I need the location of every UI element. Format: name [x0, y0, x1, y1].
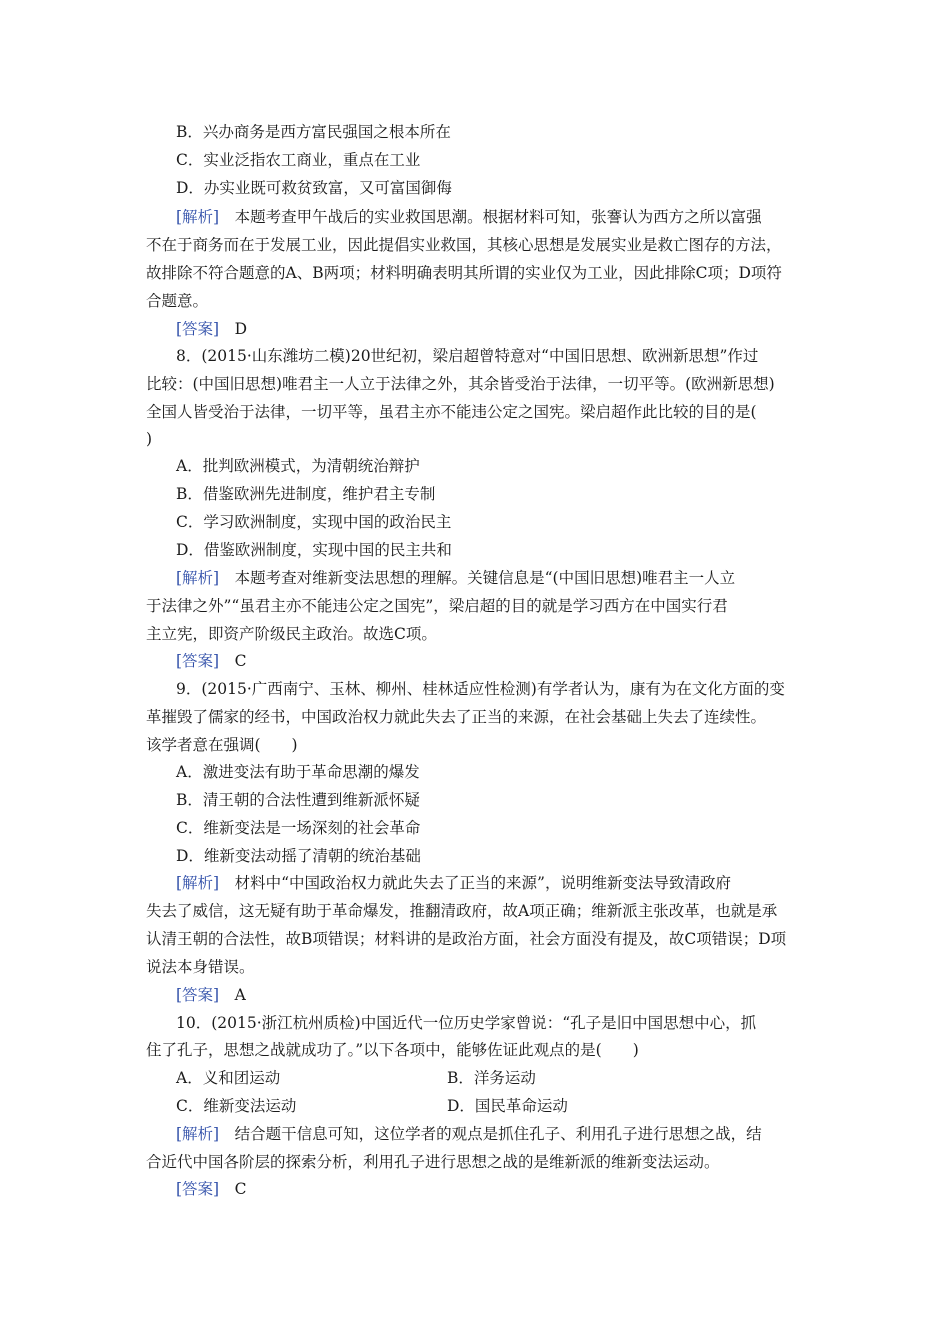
q9-analysis-line-1: 材料中“中国政治权力就此失去了正当的来源”，说明维新变法导致清政府 — [219, 874, 731, 892]
q10-option-b: B．洋务运动 — [447, 1069, 536, 1087]
q7-analysis-line-4: 合题意。 — [146, 292, 209, 310]
q8-stem-line-3: 全国人皆受治于法律，一切平等，虽君主亦不能违公定之国宪。梁启超作此比较的目的是( — [146, 403, 757, 421]
q9-option-d: D．维新变法动摇了清朝的统治基础 — [176, 847, 421, 865]
q8-analysis-line-1: 本题考查对维新变法思想的理解。关键信息是“(中国旧思想)唯君主一人立 — [219, 569, 736, 587]
q10-answer-value: C — [219, 1180, 247, 1198]
q7-answer — [0, 319, 950, 339]
q9-option-b: B．清王朝的合法性遭到维新派怀疑 — [176, 791, 420, 809]
q8-stem-line-4: ) — [146, 430, 153, 448]
answer-tag: [答案] — [176, 986, 220, 1004]
q8-option-a: A．批判欧洲模式，为清朝统治辩护 — [176, 457, 420, 475]
q7-analysis-line-1: 本题考查甲午战后的实业救国思潮。根据材料可知，张謇认为西方之所以富强 — [219, 208, 762, 226]
q9-option-c: C．维新变法是一场深刻的社会革命 — [176, 819, 421, 837]
q9-stem-line-1: 9．(2015·广西南宁、玉林、柳州、桂林适应性检测)有学者认为，康有为在文化方面的变 — [176, 680, 785, 698]
q8-stem-line-1: 8．(2015·山东潍坊二模)20世纪初，梁启超曾特意对“中国旧思想、欧洲新思想”作过 — [176, 347, 759, 365]
analysis-tag: [解析] — [176, 208, 220, 226]
analysis-tag: [解析] — [176, 1125, 220, 1143]
q9-stem-line-2: 革摧毁了儒家的经书，中国政治权力就此失去了正当的来源，在社会基础上失去了连续性。 — [146, 708, 767, 726]
q7-analysis — [0, 207, 950, 227]
q10-analysis-line-1: 结合题干信息可知，这位学者的观点是抓住孔子、利用孔子进行思想之战，结 — [219, 1125, 762, 1143]
q8-answer — [0, 651, 950, 671]
answer-tag: [答案] — [176, 652, 220, 670]
q10-option-c: C．维新变法运动 — [176, 1097, 297, 1115]
q8-stem-line-2: 比较：(中国旧思想)唯君主一人立于法律之外，其余皆受治于法律，一切平等。(欧洲新思想) — [146, 375, 775, 393]
q9-stem-line-3: 该学者意在强调( ) — [146, 736, 298, 754]
q9-option-a: A．激进变法有助于革命思潮的爆发 — [176, 763, 420, 781]
q10-answer — [0, 1179, 950, 1199]
q10-stem-line-1: 10．(2015·浙江杭州质检)中国近代一位历史学家曾说：“孔子是旧中国思想中心，抓 — [176, 1014, 757, 1032]
q9-answer-value: A — [219, 986, 246, 1004]
q7-answer-value: D — [219, 320, 248, 338]
q8-analysis-line-3: 主立宪，即资产阶级民主政治。故选C项。 — [146, 625, 437, 643]
q8-option-b: B．借鉴欧洲先进制度，维护君主专制 — [176, 485, 436, 503]
analysis-tag: [解析] — [176, 569, 220, 587]
q9-analysis-line-4: 说法本身错误。 — [146, 958, 255, 976]
q10-analysis — [0, 1124, 950, 1144]
q7-option-b: B．兴办商务是西方富民强国之根本所在 — [176, 123, 451, 141]
q10-options-row-1 — [0, 1068, 950, 1088]
q7-option-c: C．实业泛指农工商业，重点在工业 — [176, 151, 421, 169]
q9-answer — [0, 985, 950, 1005]
answer-tag: [答案] — [176, 1180, 220, 1198]
q9-analysis — [0, 873, 950, 893]
q9-analysis-line-2: 失去了威信，这无疑有助于革命爆发，推翻清政府，故A项正确；维新派主张改革，也就是承 — [146, 902, 778, 920]
q7-analysis-line-3: 故排除不符合题意的A、B两项；材料明确表明其所谓的实业仅为工业，因此排除C项；D项符 — [146, 264, 782, 282]
answer-tag: [答案] — [176, 320, 220, 338]
q10-analysis-line-2: 合近代中国各阶层的探索分析，利用孔子进行思想之战的是维新派的维新变法运动。 — [146, 1153, 720, 1171]
q10-stem-line-2: 住了孔子，思想之战就成功了。”以下各项中，能够佐证此观点的是( ) — [146, 1041, 639, 1059]
analysis-tag: [解析] — [176, 874, 220, 892]
q7-analysis-line-2: 不在于商务而在于发展工业，因此提倡实业救国，其核心思想是发展实业是救亡图存的方法， — [146, 236, 782, 254]
q9-analysis-line-3: 认清王朝的合法性，故B项错误；材料讲的是政治方面，社会方面没有提及，故C项错误；D项 — [146, 930, 787, 948]
q10-option-d: D．国民革命运动 — [447, 1097, 568, 1115]
q10-options-row-2 — [0, 1096, 950, 1116]
q8-option-d: D．借鉴欧洲制度，实现中国的民主共和 — [176, 541, 452, 559]
q10-option-a: A．义和团运动 — [176, 1069, 281, 1087]
q8-option-c: C．学习欧洲制度，实现中国的政治民主 — [176, 513, 452, 531]
q8-analysis — [0, 568, 950, 588]
q7-option-d: D．办实业既可救贫致富，又可富国御侮 — [176, 179, 452, 197]
q8-analysis-line-2: 于法律之外”“虽君主亦不能违公定之国宪”，梁启超的目的就是学习西方在中国实行君 — [146, 597, 728, 615]
q8-answer-value: C — [219, 652, 247, 670]
